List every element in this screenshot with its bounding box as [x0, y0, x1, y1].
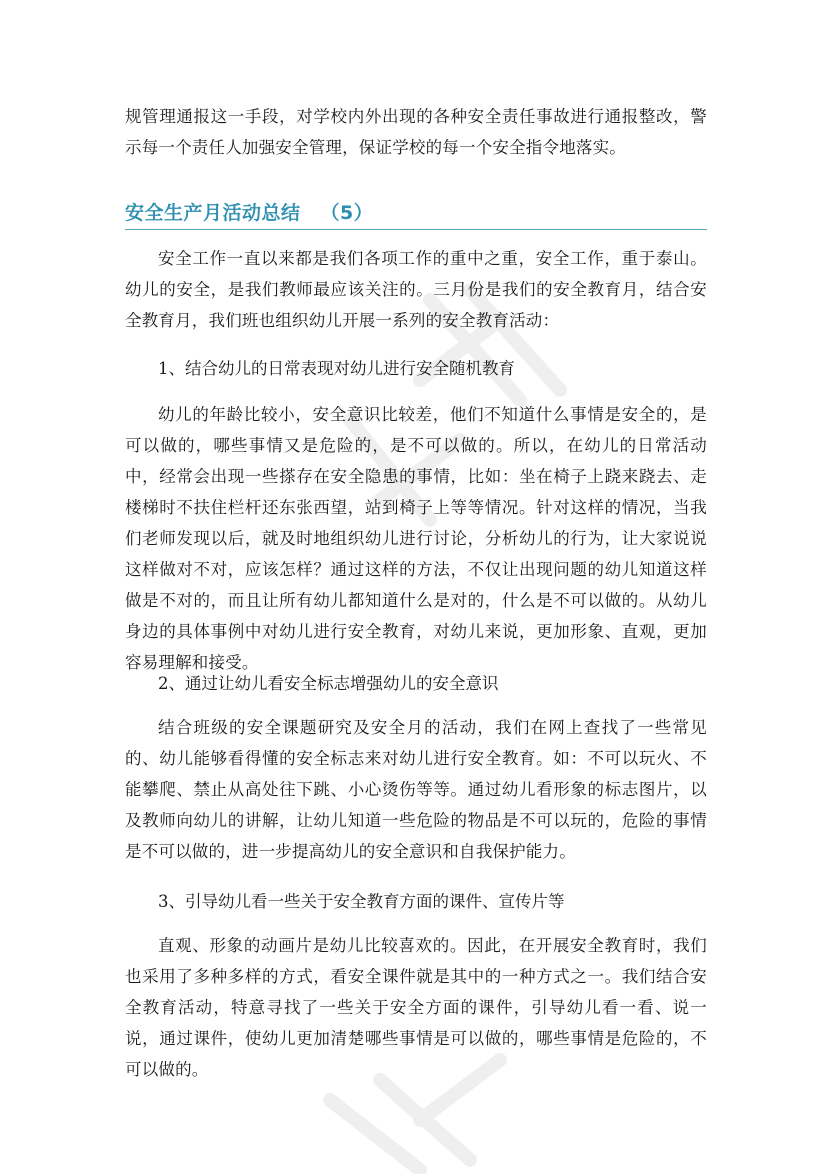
section-heading	[125, 199, 707, 230]
intro-continuation-paragraph: 规管理通报这一手段，对学校内外出现的各种安全责任事故进行通报整改，警示每一个责任人加强安全管理，保证学校的每一个安全指令地落实。	[125, 107, 707, 157]
item-heading-3: 3、引导幼儿看一些关于安全教育方面的课件、宣传片等	[158, 892, 565, 911]
item-body-2: 结合班级的安全课题研究及安全月的活动，我们在网上查找了一些常见的、幼儿能够看得懂的安全标志来对幼儿进行安全教育。如：不可以玩火、不能攀爬、禁止从高处往下跳、小心烫伤等等。通过幼儿看形象的标志图片，以及教师向幼儿的讲解，让幼儿知道一些危险的物品是不可以玩的，危险的事情是不可以做的，进一步提高幼儿的安全意识和自我保护能力。	[125, 718, 707, 861]
item-body-3: 直观、形象的动画片是幼儿比较喜欢的。因此，在开展安全教育时，我们也采用了多种多样的方式，看安全课件就是其中的一种方式之一。我们结合安全教育活动，特意寻找了一些关于安全方面的课件，引导幼儿看一看、说一说，通过课件，使幼儿更加清楚哪些事情是可以做的，哪些事情是危险的，不可以做的。	[125, 936, 707, 1079]
section-title: 安全生产月活动总结	[125, 202, 301, 224]
section-number: （5）	[320, 202, 374, 224]
document-page	[125, 0, 707, 1174]
item-body-1: 幼儿的年龄比较小，安全意识比较差，他们不知道什么事情是安全的，是可以做的，哪些事情又是危险的，是不可以做的。所以，在幼儿的日常活动中，经常会出现一些搽存在安全隐患的事情，比如：坐在椅子上跷来跷去、走楼梯时不扶住栏杆还东张西望，站到椅子上等等情况。针对这样的情况，当我们老师发现以后，就及时地组织幼儿进行讨论，分析幼儿的行为，让大家说说这样做对不对，应该怎样？通过这样的方法，不仅让出现问题的幼儿知道这样做是不对的，而且让所有幼儿都知道什么是对的，什么是不可以做的。从幼儿身边的具体事例中对幼儿进行安全教育，对幼儿来说，更加形象、直观，更加容易理解和接受。	[125, 405, 707, 672]
item-heading-1: 1、结合幼儿的日常表现对幼儿进行安全随机教育	[158, 359, 515, 378]
item-heading-2: 2、通过让幼儿看安全标志增强幼儿的安全意识	[158, 674, 499, 693]
opening-paragraph: 安全工作一直以来都是我们各项工作的重中之重，安全工作，重于泰山。幼儿的安全，是我们教师最应该关注的。三月份是我们的安全教育月，结合安全教育月，我们班也组织幼儿开展一系列的安全教育活动：	[125, 249, 707, 330]
